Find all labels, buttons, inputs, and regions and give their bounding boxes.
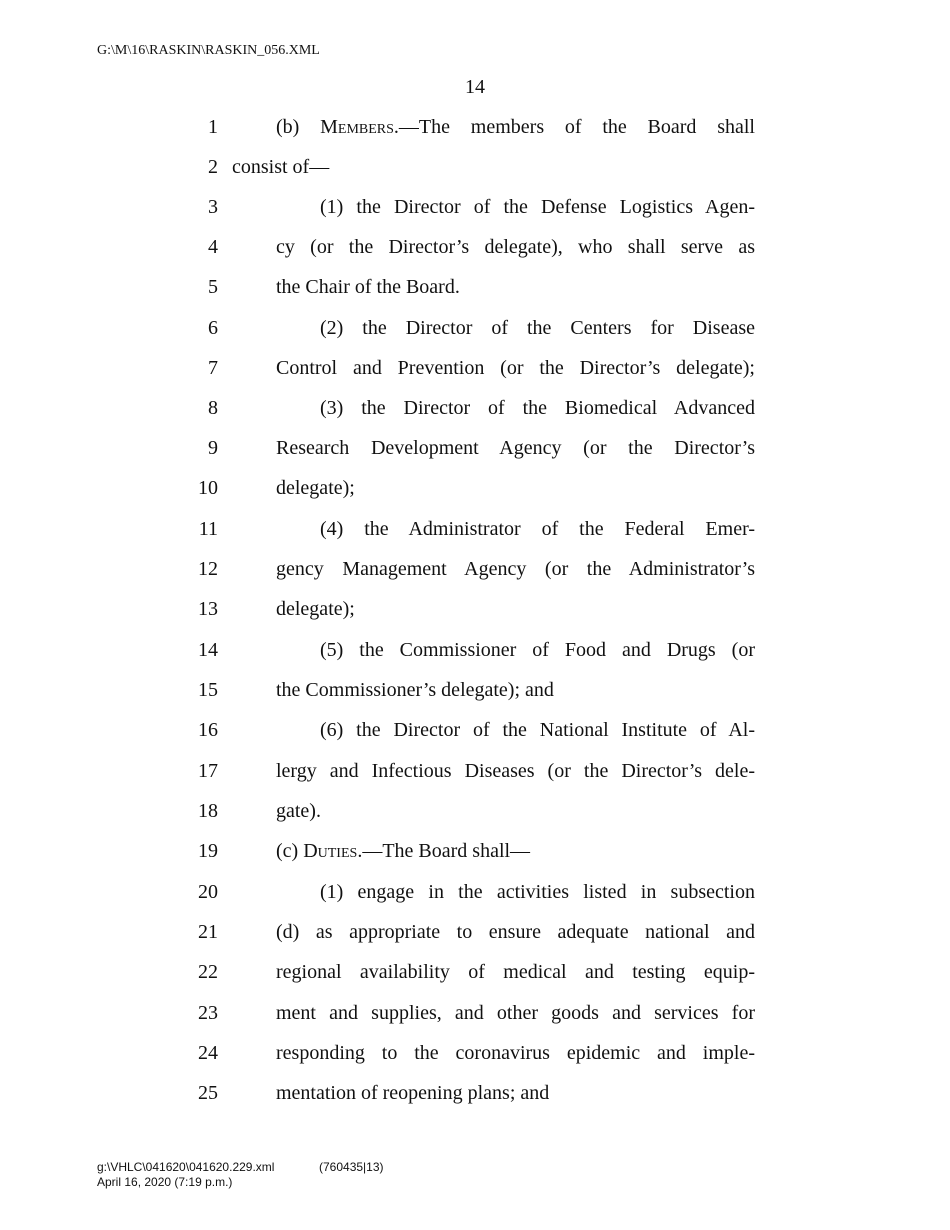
line-number: 8	[208, 397, 218, 419]
text-line	[0, 635, 950, 665]
line-number: 1	[208, 116, 218, 138]
line-text: (2) the Director of the Centers for Disease	[320, 317, 755, 339]
line-number: 20	[198, 881, 218, 903]
text-line	[0, 313, 950, 343]
text-line	[0, 957, 950, 987]
line-text: delegate);	[276, 598, 355, 620]
line-number: 3	[208, 196, 218, 218]
text-line	[0, 353, 950, 383]
text-line	[0, 917, 950, 947]
text-line	[0, 393, 950, 423]
line-text: (4) the Administrator of the Federal Emer-	[320, 518, 755, 540]
line-number: 22	[198, 961, 218, 983]
page-number: 14	[465, 76, 485, 98]
line-number: 5	[208, 276, 218, 298]
text-line	[0, 554, 950, 584]
line-number: 2	[208, 156, 218, 178]
line-text	[276, 112, 755, 142]
text-line	[0, 1078, 950, 1108]
line-number: 6	[208, 317, 218, 339]
line-number: 25	[198, 1082, 218, 1104]
line-number: 14	[198, 639, 218, 661]
line-text: (d) as appropriate to ensure adequate national and	[276, 921, 755, 943]
line-number: 9	[208, 437, 218, 459]
line-text: Control and Prevention (or the Director’s delegate);	[276, 357, 755, 379]
line-text: Research Development Agency (or the Director’s	[276, 437, 755, 459]
line-text: regional availability of medical and testing equip-	[276, 961, 755, 983]
text-line	[0, 877, 950, 907]
line-number: 12	[198, 558, 218, 580]
line-number: 4	[208, 236, 218, 258]
line-text: (1) the Director of the Defense Logistics Agen-	[320, 196, 755, 218]
subsection-heading: Members	[320, 116, 394, 138]
line-text: responding to the coronavirus epidemic and imple-	[276, 1042, 755, 1064]
subsection-label: (b)	[276, 116, 321, 138]
footer-date: April 16, 2020 (7:19 p.m.)	[97, 1175, 233, 1189]
line-text: (3) the Director of the Biomedical Advanced	[320, 397, 755, 419]
line-number: 10	[198, 477, 218, 499]
text-line	[0, 1038, 950, 1068]
line-text: gency Management Agency (or the Administrator’s	[276, 558, 755, 580]
line-text: delegate);	[276, 477, 355, 499]
line-text: gate).	[276, 800, 321, 822]
text-line	[0, 112, 950, 142]
text-line	[0, 675, 950, 705]
line-text: (1) engage in the activities listed in subsection	[320, 881, 755, 903]
text-line	[0, 433, 950, 463]
line-text: consist of—	[232, 156, 330, 178]
text-line	[0, 836, 950, 866]
footer-id: (760435|13)	[319, 1160, 384, 1174]
line-number: 11	[198, 518, 218, 540]
line-number: 17	[198, 760, 218, 782]
line-number: 7	[208, 357, 218, 379]
text-line	[0, 514, 950, 544]
line-number: 13	[198, 598, 218, 620]
line-text	[276, 836, 530, 866]
text-line	[0, 272, 950, 302]
line-number: 19	[198, 840, 218, 862]
subsection-label: (c)	[276, 840, 304, 862]
line-text: cy (or the Director’s delegate), who shall serve as	[276, 236, 755, 258]
text-line	[0, 715, 950, 745]
text-line	[0, 796, 950, 826]
line-text: the Commissioner’s delegate); and	[276, 679, 554, 701]
header-file-path: G:\M\16\RASKIN\RASKIN_056.XML	[97, 43, 320, 58]
text-line	[0, 232, 950, 262]
line-text: the Chair of the Board.	[276, 276, 460, 298]
subsection-text: .—The members of the Board shall	[393, 116, 755, 138]
footer-file-line	[97, 1160, 497, 1175]
text-line	[0, 594, 950, 624]
line-text: ment and supplies, and other goods and services for	[276, 1002, 755, 1024]
text-line	[0, 473, 950, 503]
text-line	[0, 998, 950, 1028]
line-text: mentation of reopening plans; and	[276, 1082, 550, 1104]
line-text: (5) the Commissioner of Food and Drugs (or	[320, 639, 755, 661]
text-line	[0, 192, 950, 222]
text-line	[0, 756, 950, 786]
line-text: lergy and Infectious Diseases (or the Director’s dele-	[276, 760, 755, 782]
line-number: 18	[198, 800, 218, 822]
line-number: 16	[198, 719, 218, 741]
line-number: 21	[198, 921, 218, 943]
line-number: 15	[198, 679, 218, 701]
subsection-heading: Duties	[303, 840, 358, 862]
text-line	[0, 152, 950, 182]
footer-file: g:\VHLC\041620\041620.229.xml	[97, 1160, 275, 1174]
subsection-text: .—The Board shall—	[357, 840, 531, 862]
line-number: 23	[198, 1002, 218, 1024]
line-text: (6) the Director of the National Institute of Al-	[320, 719, 755, 741]
line-number: 24	[198, 1042, 218, 1064]
